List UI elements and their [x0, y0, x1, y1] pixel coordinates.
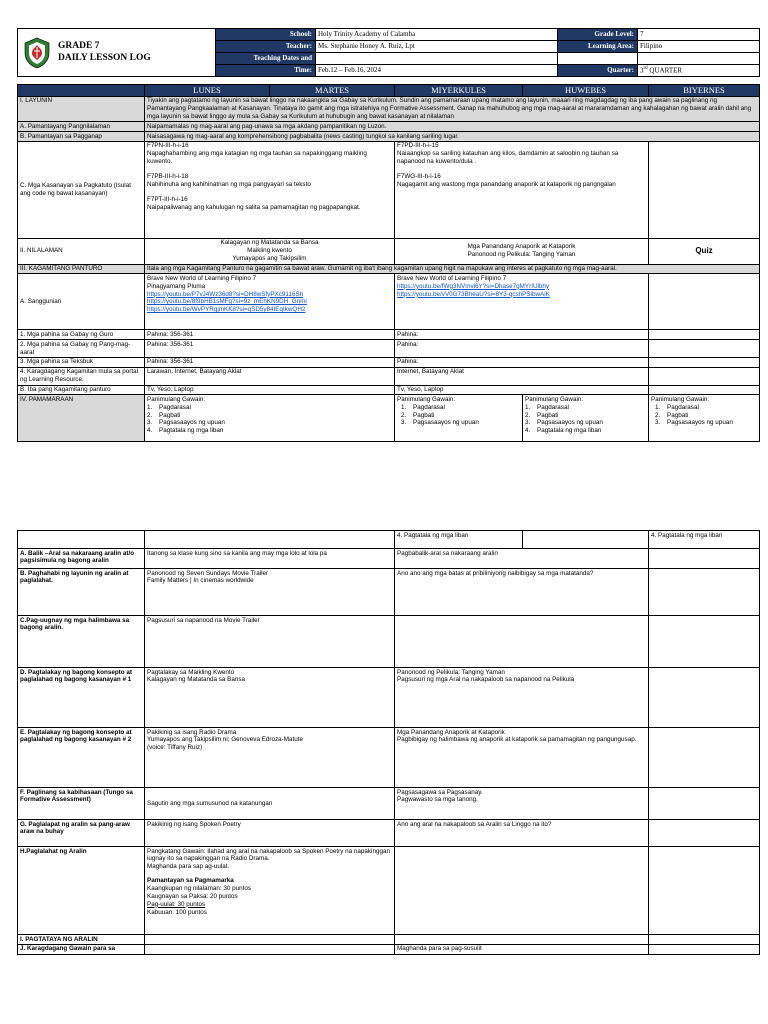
karagdagang-kagamitan-mon-tue: Larawan, Internet, Batayang Aklat	[145, 367, 395, 385]
sanggunian-wed-thu: Brave New World of Learning Filipino 7 https://youtu.be/fWg3NVmvi6Y?si=Dhase7gMYrIUlbhy https://youtu.be/vV0G73BheaU?si=8Y3-qcshPSibwAiK	[395, 274, 649, 330]
teacher-value: Ms. Stephanie Honey A. Ruiz, Lpt	[316, 41, 558, 53]
balik-aral-label: A. Balik –Aral sa nakaraang aralin at/o pagsisimula ng bagong aralin	[18, 549, 145, 569]
balik-aral-wed-thu: Pagbabalik-aral sa nakaraang aralin	[395, 549, 649, 569]
nilalaman-label: II. NILALAMAN	[18, 238, 145, 264]
gabay-guro-label: 1. Mga pahina sa Gabay ng Guro	[18, 330, 145, 340]
karagdagang-kagamitan-wed-thu: Internet, Batayang Aklat	[395, 367, 649, 385]
teksbuk-mon-tue: Pahina: 356-361	[145, 357, 395, 367]
kasanayan-mon-tue: F7PN-III-h-i-16 Napaghahambing ang mga katagian ng mga tauhan sa napakinggang maikling kuwento. F7PB-III-h-i-18 Nahihinuha ang kahihinatnan ng mga pangyayari sa teksto F7PT-III-h-i-16 Naipapaliwanag ang kahulugan ng salita sa pamamagitan ng pagpapangkat.	[145, 141, 395, 238]
karagdagang-kagamitan-label: 4. Karagdagang Kagamitan mula sa portal ng Learning Resource.	[18, 367, 145, 385]
pamantayang-pangnilalaman-label: A. Pamantayang Pangnilalaman	[18, 122, 145, 132]
gabay-guro-wed-thu: Pahina:	[395, 330, 649, 340]
karagdagang-gawain-label: J. Karagdagang Gawain para sa	[18, 944, 145, 954]
pamamaraan-label: IV. PAMAMARAAN	[18, 395, 145, 442]
kasanayan-label: C. Mga Kasanayan sa Pagkatuto (Isulat ang code ng bawat kasanayan)	[18, 141, 145, 238]
iba-pang-kagamitan-mon-tue: Tv, Yeso, Laptop	[145, 385, 395, 395]
balik-aral-mon-tue: Itanong sa klase kung sino sa kanila ang may mga lolo at lola pa	[145, 549, 395, 569]
video-link-2[interactable]: https://youtu.be/8f9bHB1sMFg?si=9z_mEhKN9DH_Gnmi	[147, 298, 307, 306]
header-table	[17, 28, 760, 77]
panimula-wed: Panimulang Gawain: 1. Pagdarasal 2. Pagbati 3. Pagsasaayos ng upuan	[395, 395, 523, 442]
nilalaman-wed-thu: Mga Panandang Anaporik at Kataporik Panonood ng Pelikula: Tanging Yaman	[395, 238, 649, 264]
school-label: School:	[216, 29, 316, 41]
teacher-label: Teacher:	[216, 41, 316, 53]
teaching-dates-value: Feb.12 – Feb.16, 2024	[316, 65, 558, 77]
panimula-fri: Panimulang Gawain: 1. Pagdarasal 2. Pagbati 3. Pagsasaayos ng upuan	[649, 395, 760, 442]
pag-uugnay-wed-thu	[395, 616, 649, 668]
school-logo-icon	[22, 36, 52, 70]
continued-item-wed: 4. Pagtatala ng mga liban	[395, 531, 523, 549]
panimula-thu: Panimulang Gawain: 1. Pagdarasal 2. Pagbati 3. Pagsasaayos ng upuan 4. Pagtatala ng mga liban	[523, 395, 649, 442]
gabay-guro-mon-tue: Pahina: 356-361	[145, 330, 395, 340]
iba-pang-kagamitan-wed-thu: Tv, Yeso, Laptop	[395, 385, 649, 395]
pagtalakay-2-wed-thu: Mga Panandang Anaporik at Kataporik Pagbibigay ng halimbawa ng anaporik at kataporik sa pamamagitan ng pangungusap.	[395, 728, 649, 788]
video-link-1[interactable]: https://youtu.be/P7vJ4Wz36d8?si=DH8wSfyPXc9116Sh	[147, 290, 304, 298]
karagdagang-gawain-wed-thu: Maghanda para sa pag-susulit	[395, 944, 649, 954]
paglalapat-wed-thu: Ano ang aral na nakapaloob sa Aralin sa Linggo na ito?	[395, 820, 649, 847]
lesson-table-page-1	[17, 84, 760, 442]
paglalahat-mon-tue: Pangkatang Gawain: Ilahad ang aral na nakapaloob sa Spoken Poetry na napakinggan iugnay ito sa napakinggan na Radio Drama. Maghanda para sap ag-uulat. Pamantayan sa Pagmamarka Kaangkupan ng nilalaman: 30 puntos Kaugnayan sa Paksa: 20 puntos Pag-uulat: 30 puntos Kabuuan: 100 puntos	[145, 847, 395, 935]
day-thursday: HUWEBES	[523, 85, 649, 97]
learning-area-value: Filipino	[638, 41, 760, 53]
video-link-4[interactable]: https://youtu.be/fWg3NVmvi6Y?si=Dhase7gMYrIUlbhy	[397, 282, 550, 290]
pagtataya-label: I. PAGTATAYA NG ARALIN	[18, 935, 145, 945]
teksbuk-wed-thu: Pahina:	[395, 357, 649, 367]
teksbuk-label: 3. Mga pahina sa Teksbuk	[18, 357, 145, 367]
day-friday: BIYERNES	[649, 85, 760, 97]
pagtalakay-2-label: E. Pagtalakay ng bagong konsepto at paglalahad ng bagong kasanayan # 2	[18, 728, 145, 788]
grade-level-label: Grade Level:	[558, 29, 638, 41]
gabay-mag-aaral-label: 2. Mga pahina sa Gabay ng Pang-mag-aaral	[18, 340, 145, 358]
day-monday: LUNES	[145, 85, 270, 97]
quarter-label: Quarter:	[558, 65, 638, 77]
quarter-value: 3rd QUARTER	[638, 65, 760, 77]
grade-title: GRADE 7	[58, 40, 100, 51]
kagamitan-text: Itala ang mga Kagamitang Panturo na gagamitin sa bawat araw. Gumamit ng iba't ibang kagamitan upang higit na mapukaw ang interes at pagkatuto ng mga mag-aaral.	[145, 264, 760, 274]
lesson-log-page-1	[17, 28, 759, 442]
paglalapat-label: G. Paglalapat ng aralin sa pang-araw araw na buhay	[18, 820, 145, 847]
learning-area-label: Learning Area:	[558, 41, 638, 53]
header-logo-block	[18, 29, 216, 77]
sanggunian-mon-tue: Brave New World of Learning Filipino 7 Pinagyamang Pluma https://youtu.be/P7vJ4Wz36d8?si=DH8wSfyPXc9116Sh https://youtu.be/8f9bHB1sMFg?si=9z_mEhKN9DH_Gnmi https://youtu.be/WvPYRgjmKK8?si=qSD5y84tEqIkwQH2	[145, 274, 395, 330]
paghahabi-wed-thu: Ano ano ang mga batas at pribiliniyong naibibigay sa mga matatanda?	[395, 569, 649, 616]
time-label: Time:	[216, 65, 316, 77]
pamantayan-sa-pagganap-label: B. Pamantayan sa Pagganap	[18, 132, 145, 142]
gabay-mag-aaral-mon-tue: Pahina: 356-361	[145, 340, 395, 358]
pamantayan-sa-pagganap-text: Naisasagawa ng mag-aaral ang komprehensibong pagbabalita (news casting) tungkol sa kanilang sariling lugar.	[145, 132, 760, 142]
paghahabi-label: B. Paghahabi ng layunin ng aralin at paglalahat.	[18, 569, 145, 616]
paglinang-label: F. Paglinang sa kabihasaan (Tungo sa Formative Assessment)	[18, 788, 145, 820]
grade-level-value: 7	[638, 29, 760, 41]
video-link-3[interactable]: https://youtu.be/WvPYRgjmKK8?si=qSD5y84tEqIkwQH2	[147, 306, 306, 314]
video-link-5[interactable]: https://youtu.be/vV0G73BheaU?si=8Y3-qcshPSibwAiK	[397, 290, 550, 298]
pagtalakay-1-wed-thu: Panonood ng Pelikula: Tanging Yaman Pagsusuri ng mga Aral na nakapaloob sa napanood na Pelikula	[395, 668, 649, 728]
iba-pang-kagamitan-label: B. Iba pang Kagamitang panturo	[18, 385, 145, 395]
paglalahat-label: H.Paglalahat ng Aralin	[18, 847, 145, 935]
school-value: Holy Trinity Academy of Calamba	[316, 29, 558, 41]
lesson-table-page-2	[17, 530, 760, 955]
paglinang-mon-tue: Sagutin ang mga sumusunod na katanungan	[145, 788, 395, 820]
pagtalakay-1-mon-tue: Pagtalakay sa Maikling Kwento Kalagayan ng Matatanda sa Bansa	[145, 668, 395, 728]
pagtalakay-1-label: D. Pagtalakay ng bagong konsepto at paglalahad ng bagong kasanayan # 1	[18, 668, 145, 728]
gabay-mag-aaral-wed-thu: Pahina:	[395, 340, 649, 358]
kagamitan-label: III. KAGAMITANG PANTURO	[18, 264, 145, 274]
sanggunian-label: A. Sanggunian	[18, 274, 145, 330]
paglalapat-mon-tue: Pakikinig ng isang Spoken Poetry	[145, 820, 395, 847]
panimula-mon-tue: Panimulang Gawain: 1. Pagdarasal 2. Pagbati 3. Pagsasaayos ng upuan 4. Pagtatala ng mga liban	[145, 395, 395, 442]
layunin-text: Tiyakin ang pagtatamo ng layunin sa bawat linggo na nakaangkla sa Gabay sa Kurikulum. Sundin ang pamamaraan upang matamo ang layunin, maaari ring magdagdag ng iba pang awain sa paglinang ng Pamantayang Pangkaalaman at Kasanayan. Tinataya ito gamit ang mga istratehiya ng Formative Assessment. Ganap na mahuhubog ang mga mag-aaral at mararamdaman ang kahalagahan ng bawat aralin dahil ang mga layunin sa bawat linggo ay mula sa Gabay sa Kurikulum at huhubugin ang bawat kasanayan at nilalaman	[145, 96, 760, 122]
nilalaman-friday-quiz: Quiz	[649, 238, 760, 264]
nilalaman-mon-tue: Kalagayan ng Matatanda sa Bansa Maikling kwento Yumayapos ang Takipsilim	[145, 238, 395, 264]
continued-item-fri: 4. Pagtatala ng mga liban	[649, 531, 760, 549]
pamantayang-pangnilalaman-text: Naipamamalas ng mag-aaral ang pag-unawa sa mga akdang pampanitikan ng Luzon.	[145, 122, 760, 132]
kasanayan-wed-thu: F7PD-III-h-i-15 Naiaangkop sa sariling katauhan ang kilos, damdamin at saloobin ng tauhan sa napanood na kuwento/dula . F7WG-III-h-i-16 Nagagamit ang wastong mga panandang anaporik at kataporik ng pangngalan	[395, 141, 649, 238]
day-tuesday: MARTES	[270, 85, 395, 97]
pag-uugnay-label: C.Pag-uugnay ng mga halimbawa sa bagong aralin.	[18, 616, 145, 668]
pagtalakay-2-mon-tue: Pakikinig sa isang Radio Drama Yumayapos ang Takipsilim ni; Genoveva Edroza-Matute (voice: Tiffany Ruiz)	[145, 728, 395, 788]
paglinang-wed-thu: Pagsasagawa sa Pagsasanay. Pagwawasto sa mga tanong.	[395, 788, 649, 820]
layunin-label: I. LAYUNIN	[18, 96, 145, 122]
log-title: DAILY LESSON LOG	[58, 52, 151, 63]
paghahabi-mon-tue: Panonood ng Seven Sundays Movie Trailer Family Matters | In cinemas worldwide	[145, 569, 395, 616]
lesson-log-page-2	[17, 530, 759, 955]
pag-uugnay-mon-tue: Pagsusuri sa napanood na Movie Trailer	[145, 616, 395, 668]
teaching-dates-label: Teaching Dates and	[216, 53, 316, 65]
day-wednesday: MIYERKULES	[395, 85, 523, 97]
